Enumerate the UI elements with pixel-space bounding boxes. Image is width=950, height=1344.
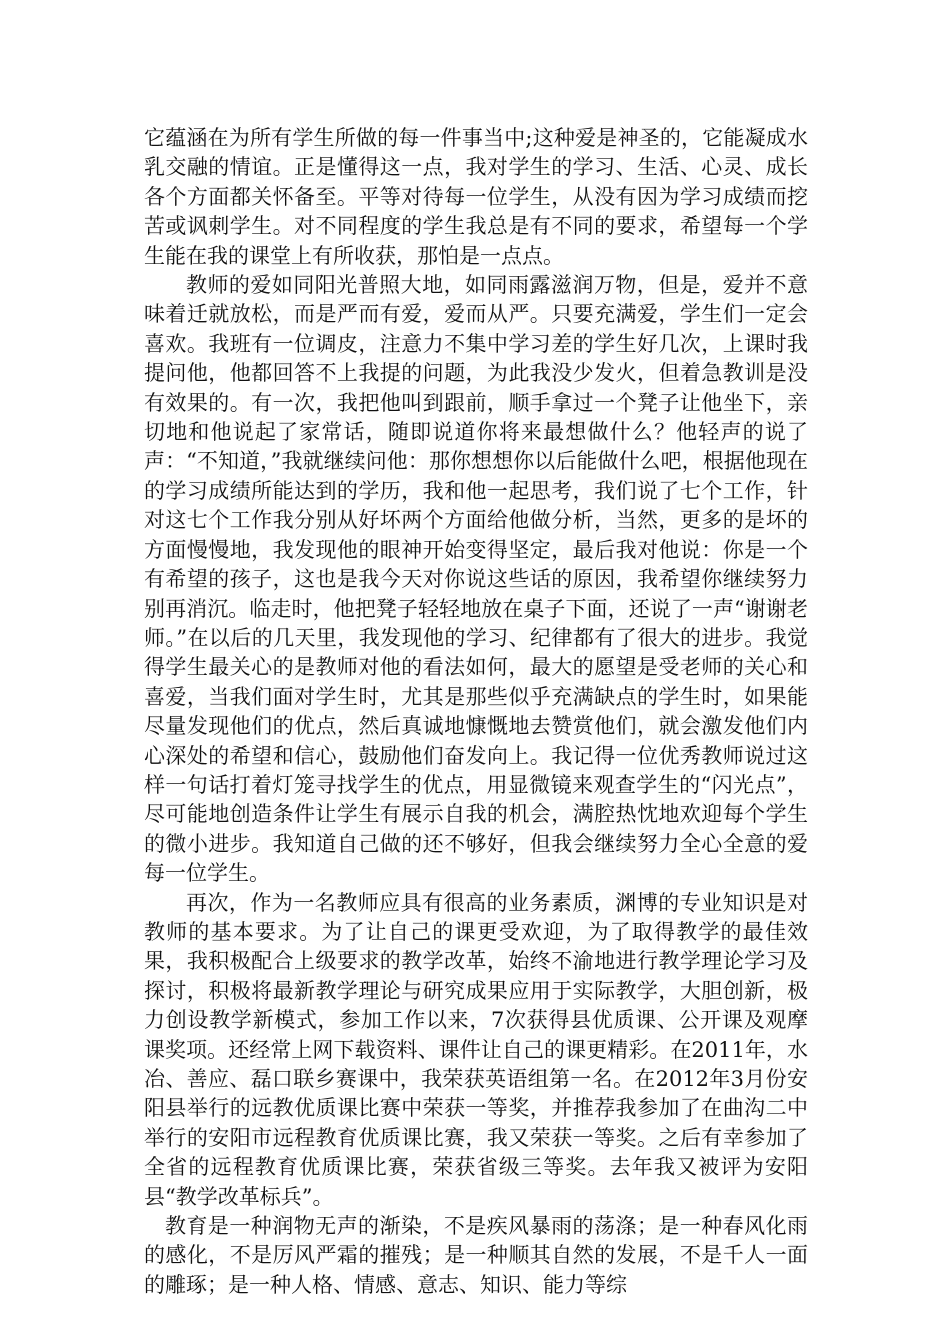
paragraph-1: 它蕴涵在为所有学生所做的每一件事当中;这种爱是神圣的，它能凝成水乳交融的情谊。正是懂得这一点，我对学生的学习、生活、心灵、成长各个方面都关怀备至。平等对待每一位学生，从没有因为学习成绩而挖苦或讽刺学生。对不同程度的学生我总是有不同的要求，希望每一个学生能在我的课堂上有所收获，那怕是一点点。 <box>144 126 808 268</box>
paragraph-3: 再次，作为一名教师应具有很高的业务素质，渊博的专业知识是对教师的基本要求。为了让自己的课更受欢迎，为了取得教学的最佳效果，我积极配合上级要求的教学改革，始终不渝地进行教学理论学习及探讨，积极将最新教学理论与研究成果应用于实际教学，大胆创新，极力创设教学新模式，参加工作以来，7次获得县优质课、公开课及观摩课奖项。还经常上网下载资料、课件让自己的课更精彩。在2011年，水冶、善应、磊口联乡赛课中，我荣获英语组第一名。在2012年3月份安阳县举行的远教优质课比赛中荣获一等奖，并推荐我参加了在曲沟二中举行的安阳市远程教育优质课比赛，我又荣获一等奖。之后有幸参加了全省的远程教育优质课比赛，荣获省级三等奖。去年我又被评为安阳县“教学改革标兵”。 <box>144 890 808 1209</box>
paragraph-4: 教育是一种润物无声的渐染，不是疾风暴雨的荡涤；是一种春风化雨的感化，不是厉风严霜的摧残；是一种顺其自然的发展，不是千人一面的雕琢；是一种人格、情感、意志、知识、能力等综 <box>144 1214 808 1297</box>
paragraph-2: 教师的爱如同阳光普照大地，如同雨露滋润万物，但是，爱并不意味着迁就放松，而是严而有爱，爱而从严。只要充满爱，学生们一定会喜欢。我班有一位调皮，注意力不集中学习差的学生好几次，上课时我提问他，他都回答不上我提的问题，为此我没少发火，但着急教训是没有效果的。有一次，我把他叫到跟前，顺手拿过一个凳子让他坐下，亲切地和他说起了家常话，随即说道你将来最想做什么？他轻声的说了声：“不知道，”我就继续问他：那你想想你以后能做什么吧，根据他现在的学习成绩所能达到的学历，我和他一起思考，我们说了七个工作，针对这七个工作我分别从好坏两个方面给他做分析，当然，更多的是坏的方面慢慢地，我发现他的眼神开始变得坚定，最后我对他说：你是一个有希望的孩子，这也是我今天对你说这些话的原因，我希望你继续努力别再消沉。临走时，他把凳子轻轻地放在桌子下面，还说了一声“谢谢老师。”在以后的几天里，我发现他的学习、纪律都有了很大的进步。我觉得学生最关心的是教师对他的看法如何，最大的愿望是受老师的关心和喜爱，当我们面对学生时，尤其是那些似乎充满缺点的学生时，如果能尽量发现他们的优点，然后真诚地慷慨地去赞赏他们，就会激发他们内心深处的希望和信心，鼓励他们奋发向上。我记得一位优秀教师说过这样一句话打着灯笼寻找学生的优点，用显微镜来观查学生的“闪光点”，尽可能地创造条件让学生有展示自我的机会，满腔热忱地欢迎每个学生的微小进步。我知道自己做的还不够好，但我会继续努力全心全意的爱每一位学生。 <box>144 273 808 886</box>
document-body <box>144 124 808 1300</box>
